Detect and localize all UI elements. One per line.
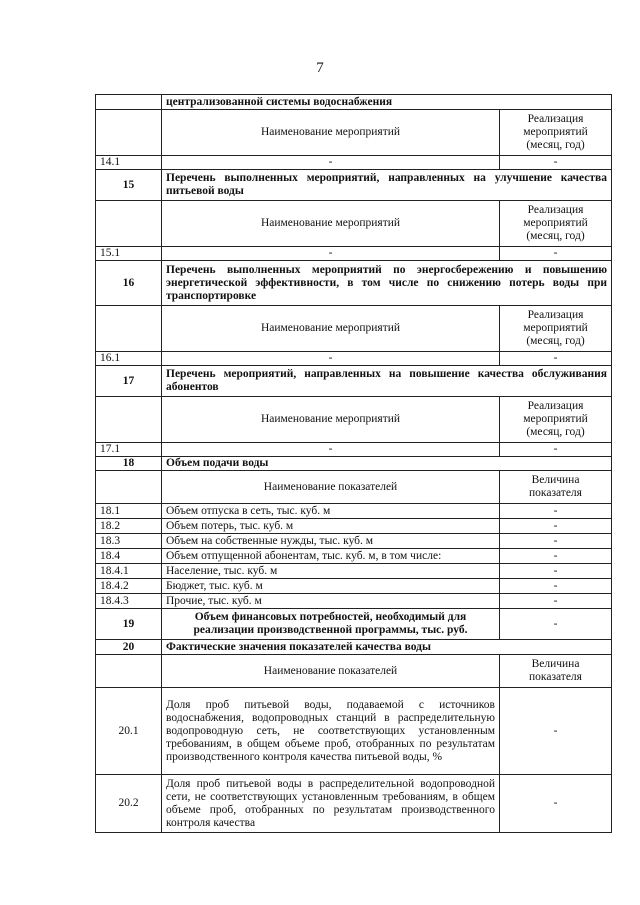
cell-value: - (500, 247, 612, 261)
cell-value: - (500, 609, 612, 640)
section-title: Перечень выполненных мероприятий по энергосбережению и повышению энергетической эффективности, в том числе по снижению потерь воды при транспортировке (162, 261, 612, 306)
cell-value: - (500, 534, 612, 549)
column-header-realization: Реализация мероприятий (месяц, год) (500, 397, 612, 443)
table-row (96, 594, 612, 609)
section-title: Объем финансовых потребностей, необходимый для реализации производственной программы, тыс. руб. (162, 609, 500, 640)
column-header-indicators: Наименование показателей (162, 471, 500, 504)
cell-value: - (500, 443, 612, 457)
column-header-value: Величина показателя (500, 655, 612, 688)
table-header-row (96, 655, 612, 688)
cell-text: Прочие, тыс. куб. м (162, 594, 500, 609)
table-row (96, 443, 612, 457)
row-number: 18.1 (96, 504, 162, 519)
row-number: 18.4.1 (96, 564, 162, 579)
cell-text: Доля проб питьевой воды, подаваемой с источников водоснабжения, водопроводных станций в распределительную водопроводную сеть, не соответствующих установленным требованиям, в общем объеме проб, отобранных по результатам производственного контроля качества питьевой воды, % (162, 688, 500, 775)
column-header-realization: Реализация мероприятий (месяц, год) (500, 201, 612, 247)
table-header-row (96, 397, 612, 443)
cell-text: - (162, 247, 500, 261)
report-table (95, 94, 612, 833)
row-number: 16.1 (96, 352, 162, 366)
cell-value: - (500, 688, 612, 775)
cell-value: - (500, 564, 612, 579)
column-header-indicators: Наименование показателей (162, 655, 500, 688)
row-number: 18.3 (96, 534, 162, 549)
cell-value: - (500, 156, 612, 170)
column-header-realization: Реализация мероприятий (месяц, год) (500, 306, 612, 352)
cell-value: - (500, 352, 612, 366)
section-number: 16 (96, 261, 162, 306)
cell-text: Бюджет, тыс. куб. м (162, 579, 500, 594)
row-number: 14.1 (96, 156, 162, 170)
page-number: 7 (316, 60, 324, 76)
cell-value: - (500, 549, 612, 564)
table-header-row (96, 201, 612, 247)
cell-value: - (500, 775, 612, 833)
section-row (96, 609, 612, 640)
table-row (96, 775, 612, 833)
row-number: 20.1 (96, 688, 162, 775)
section-number: 15 (96, 170, 162, 201)
section-row (96, 457, 612, 471)
section-row (96, 170, 612, 201)
table-header-row (96, 306, 612, 352)
section-row (96, 261, 612, 306)
cell-value: - (500, 504, 612, 519)
table-row (96, 156, 612, 170)
row-number: 15.1 (96, 247, 162, 261)
cell-value: - (500, 594, 612, 609)
section-row (96, 366, 612, 397)
section-number: 20 (96, 640, 162, 655)
column-header-events: Наименование мероприятий (162, 306, 500, 352)
row-number-empty (96, 95, 162, 110)
table-row (96, 519, 612, 534)
section-title: Перечень выполненных мероприятий, направленных на улучшение качества питьевой воды (162, 170, 612, 201)
row-number: 18.4.2 (96, 579, 162, 594)
table-row (96, 95, 612, 110)
row-number: 20.2 (96, 775, 162, 833)
cell-text: Население, тыс. куб. м (162, 564, 500, 579)
table-row (96, 504, 612, 519)
table-header-row (96, 110, 612, 156)
row-number: 17.1 (96, 443, 162, 457)
table-row (96, 579, 612, 594)
row-number: 18.4 (96, 549, 162, 564)
cell-text: Объем отпуска в сеть, тыс. куб. м (162, 504, 500, 519)
cell-text: - (162, 352, 500, 366)
row-number: 18.2 (96, 519, 162, 534)
section-number: 17 (96, 366, 162, 397)
column-header-value: Величина показателя (500, 471, 612, 504)
column-header-events: Наименование мероприятий (162, 110, 500, 156)
column-header-events: Наименование мероприятий (162, 201, 500, 247)
section-title: Объем подачи воды (162, 457, 612, 471)
column-header-events: Наименование мероприятий (162, 397, 500, 443)
cell-value: - (500, 579, 612, 594)
section-number: 19 (96, 609, 162, 640)
section-title: Перечень мероприятий, направленных на повышение качества обслуживания абонентов (162, 366, 612, 397)
cell-text: - (162, 156, 500, 170)
cell-text: Объем отпущенной абонентам, тыс. куб. м, в том числе: (162, 549, 500, 564)
section-title: централизованной системы водоснабжения (162, 95, 612, 110)
cell-value: - (500, 519, 612, 534)
table-row (96, 688, 612, 775)
cell-text: Объем на собственные нужды, тыс. куб. м (162, 534, 500, 549)
table-row (96, 564, 612, 579)
cell-text: - (162, 443, 500, 457)
table-row (96, 549, 612, 564)
section-title: Фактические значения показателей качества воды (162, 640, 612, 655)
table-row (96, 352, 612, 366)
column-header-realization: Реализация мероприятий (месяц, год) (500, 110, 612, 156)
table-row (96, 247, 612, 261)
section-row (96, 640, 612, 655)
row-number: 18.4.3 (96, 594, 162, 609)
table-header-row (96, 471, 612, 504)
cell-text: Доля проб питьевой воды в распределительной водопроводной сети, не соответствующих установленным требованиям, в общем объеме проб, отобранных по результатам производственного контроля качества (162, 775, 500, 833)
cell-text: Объем потерь, тыс. куб. м (162, 519, 500, 534)
section-number: 18 (96, 457, 162, 471)
table-row (96, 534, 612, 549)
